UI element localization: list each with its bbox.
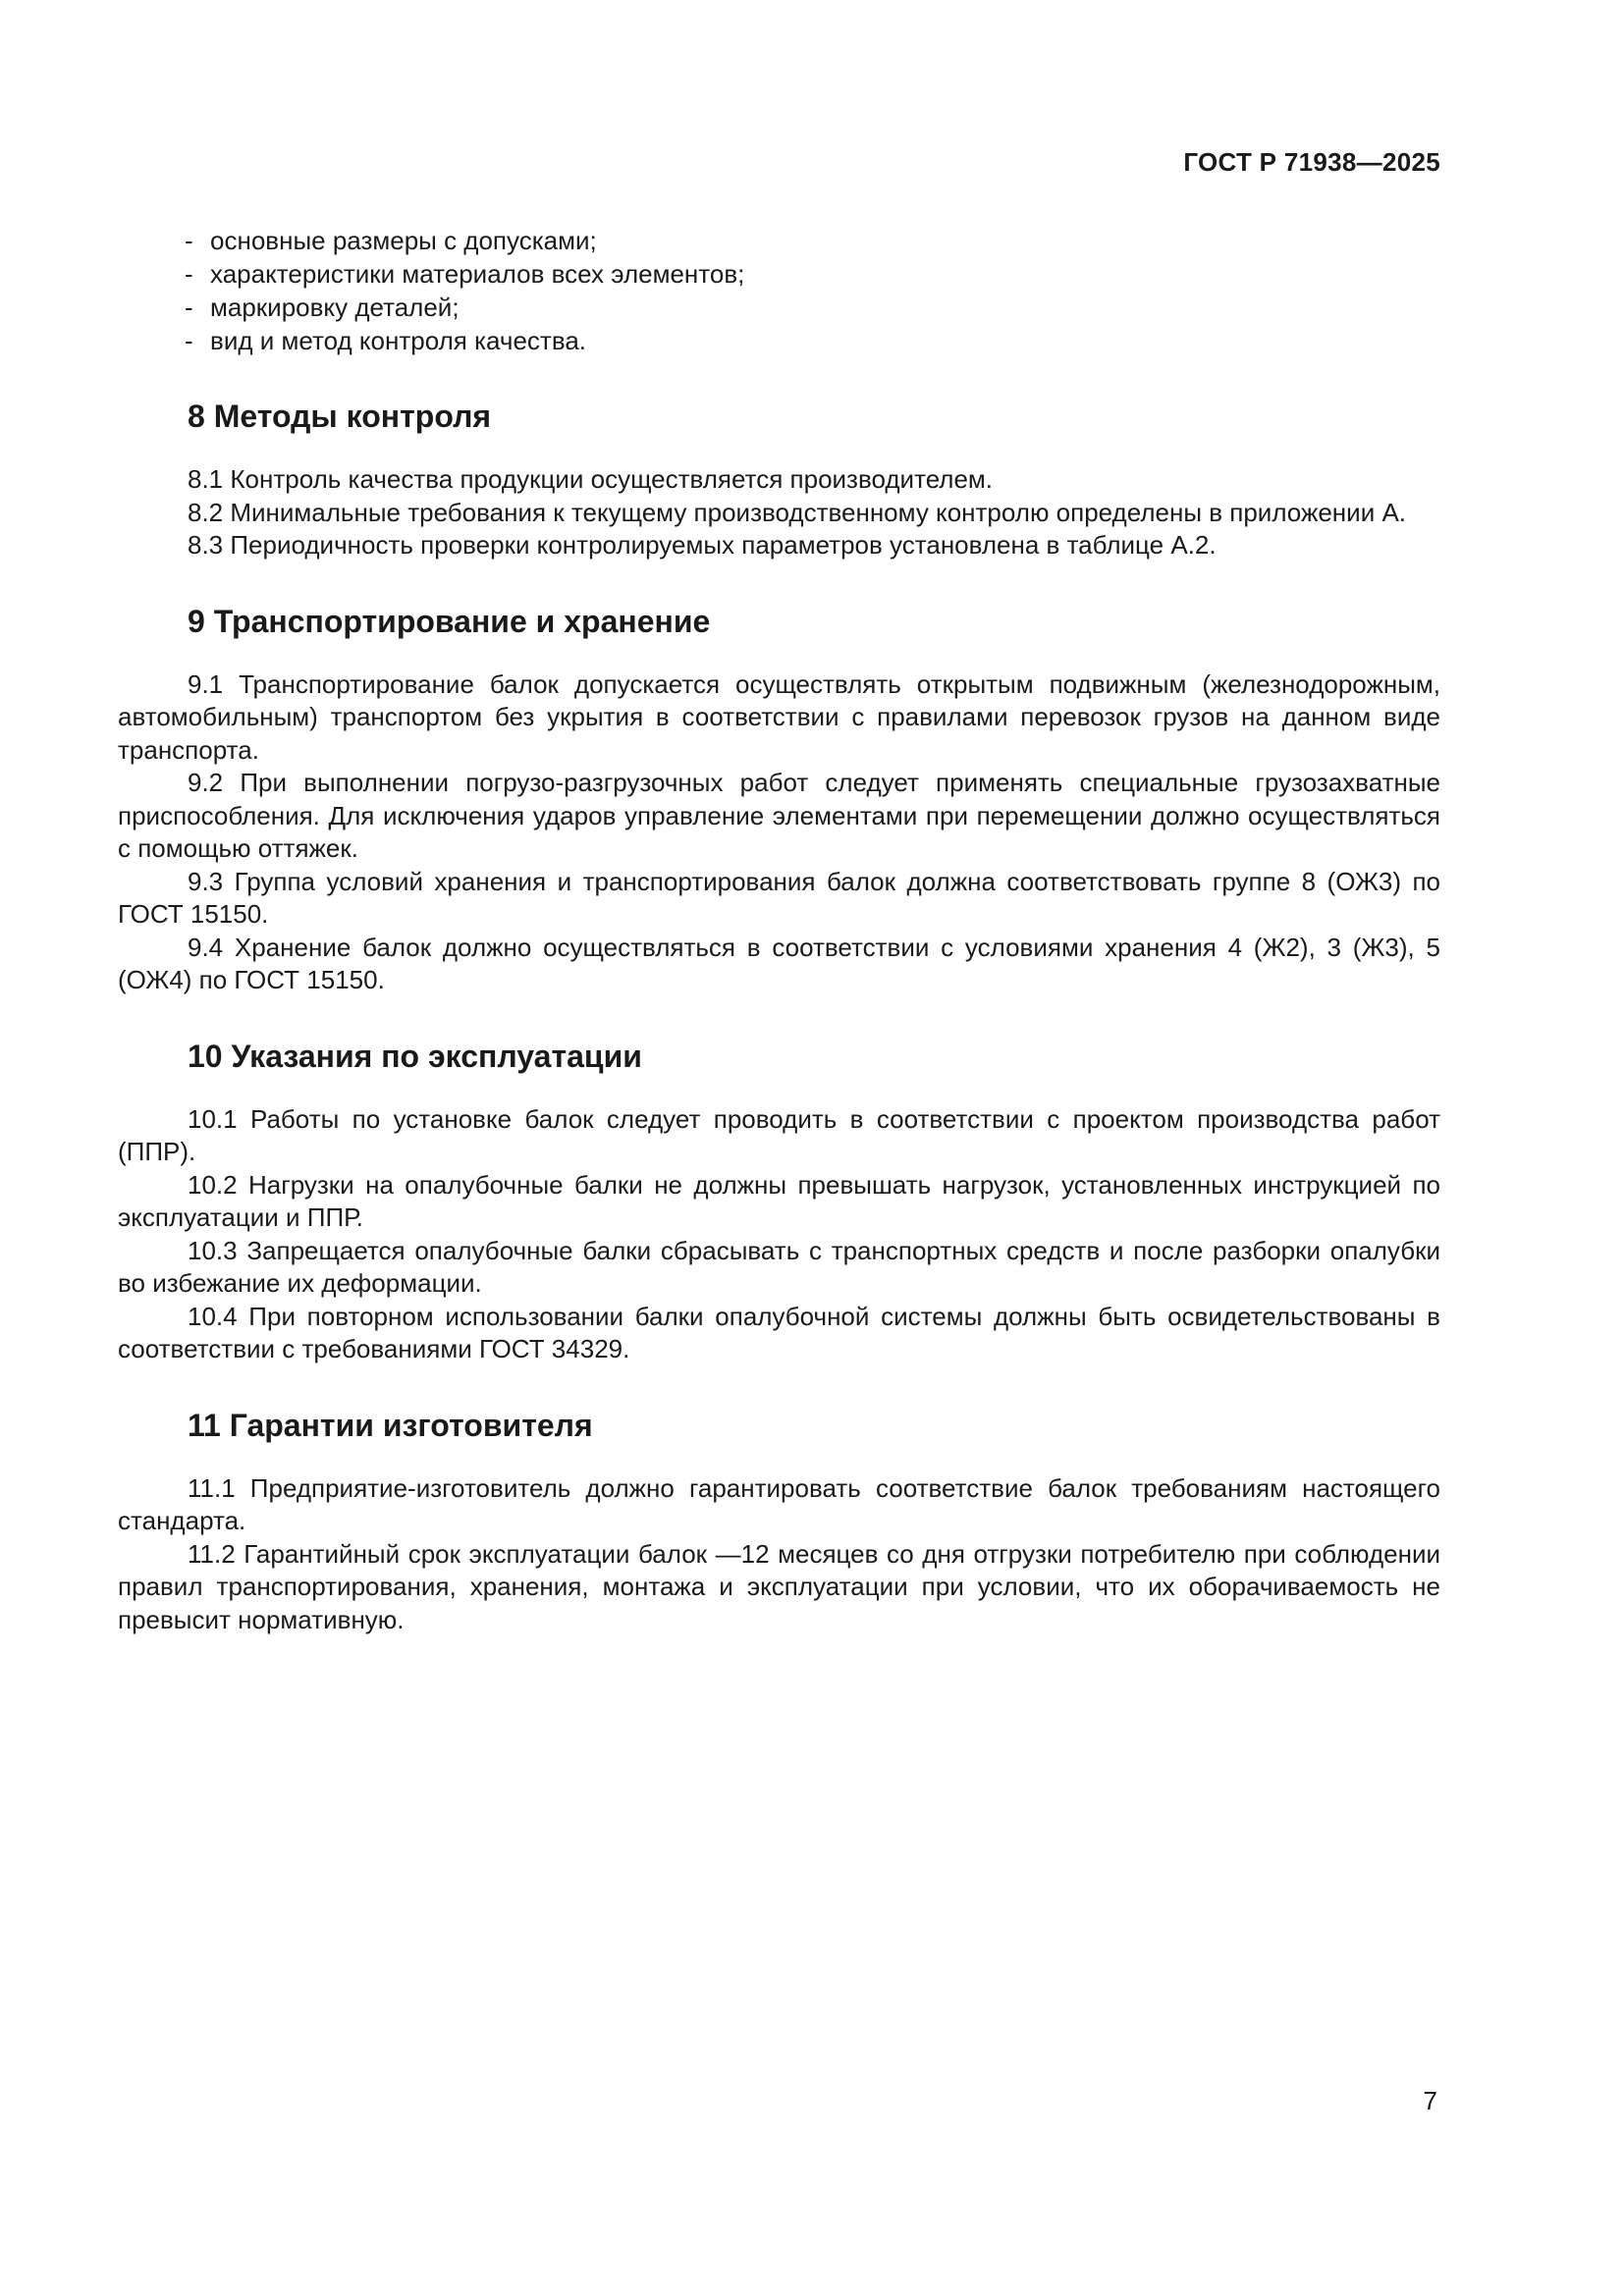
- paragraph: 9.2 При выполнении погрузо-разгрузочных работ следует применять специальные грузозахватные приспособления. Для исключения ударов управление элементами при перемещении должно осуществляться с помощью оттяжек.: [118, 768, 1440, 863]
- list-item-text: основные размеры с допусками;: [210, 226, 597, 255]
- paragraph: 8.2 Минимальные требования к текущему производственному контролю определены в приложении А.: [188, 497, 1407, 527]
- section-title: 10 Указания по эксплуатации: [188, 1038, 642, 1074]
- paragraph: 9.4 Хранение балок должно осуществляться в соответствии с условиями хранения 4 (Ж2), 3 (Ж3), 5 (ОЖ4) по ГОСТ 15150.: [118, 932, 1440, 994]
- page-number: 7: [1423, 2086, 1437, 2115]
- section-10: [118, 1037, 1440, 1366]
- paragraph: 9.1 Транспортирование балок допускается осуществлять открытым подвижным (железнодорожным, автомобильным) транспортом без укрытия в соответствии с правилами перевозок грузов на данном виде транспорта.: [118, 668, 1440, 765]
- list-dash: -: [185, 226, 193, 255]
- paragraph: 8.1 Контроль качества продукции осуществляется производителем.: [188, 464, 994, 494]
- page-content: [118, 224, 1440, 1636]
- list-item-text: характеристики материалов всех элементов;: [210, 259, 745, 289]
- paragraph: 11.2 Гарантийный срок эксплуатации балок —12 месяцев со дня отгрузки потребителю при соблюдении правил транспортирования, хранения, монтажа и эксплуатации при условии, что их оборачиваемость не превысит нормативную.: [118, 1538, 1440, 1634]
- list-item-text: вид и метод контроля качества.: [210, 326, 587, 355]
- section-title: 9 Транспортирование и хранение: [188, 603, 711, 639]
- list-item: [118, 324, 1440, 357]
- paragraph: 10.3 Запрещается опалубочные балки сбрасывать с транспортных средств и после разборки опалубки во избежание их деформации.: [118, 1235, 1440, 1298]
- list-item-text: маркировку деталей;: [210, 293, 460, 322]
- section-9: [118, 602, 1440, 997]
- intro-list: [118, 224, 1440, 357]
- paragraph: 10.4 При повторном использовании балки опалубочной системы должны быть освидетельствованы в соответствии с требованиями ГОСТ 34329.: [118, 1301, 1440, 1363]
- list-dash: -: [185, 259, 193, 289]
- paragraph: 9.3 Группа условий хранения и транспортирования балок должна соответствовать группе 8 (ОЖ3) по ГОСТ 15150.: [118, 866, 1440, 929]
- section-title: 8 Методы контроля: [188, 399, 492, 434]
- paragraph: 10.2 Нагрузки на опалубочные балки не должны превышать нагрузок, установленных инструкцией по эксплуатации и ППР.: [118, 1169, 1440, 1232]
- section-11: [118, 1406, 1440, 1637]
- paragraph: 11.1 Предприятие-изготовитель должно гарантировать соответствие балок требованиям настоящего стандарта.: [118, 1472, 1440, 1535]
- section-title: 11 Гарантии изготовителя: [188, 1407, 593, 1443]
- list-item: [118, 224, 1440, 257]
- paragraph: 10.1 Работы по установке балок следует проводить в соответствии с проектом производства работ (ППР).: [118, 1103, 1440, 1166]
- section-8: [118, 397, 1440, 562]
- paragraph: 8.3 Периодичность проверки контролируемых параметров установлена в таблице А.2.: [188, 530, 1217, 560]
- list-item: [118, 291, 1440, 324]
- list-dash: -: [185, 326, 193, 355]
- document-code: ГОСТ Р 71938—2025: [1183, 147, 1440, 177]
- list-dash: -: [185, 293, 193, 322]
- list-item: [118, 257, 1440, 291]
